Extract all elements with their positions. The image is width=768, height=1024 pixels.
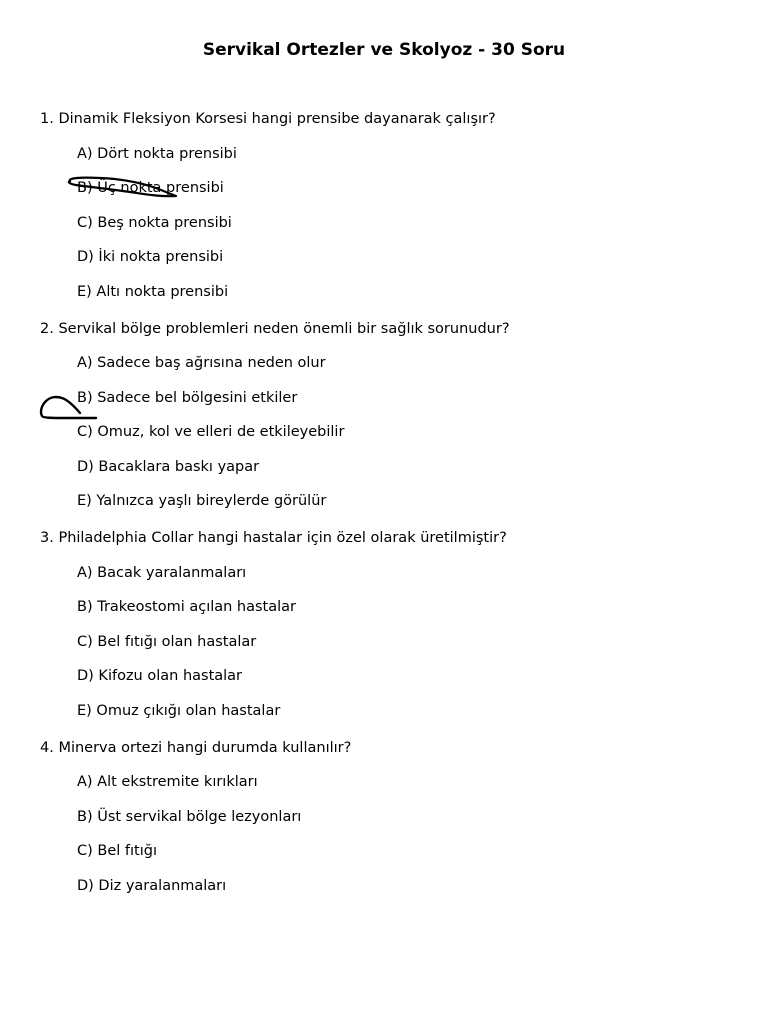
option-list: [40, 563, 740, 721]
option-c: C) Omuz, kol ve elleri de etkileyebilir: [77, 424, 345, 440]
option-b: B) Trakeostomi açılan hastalar: [77, 599, 297, 615]
option-b: B) Sadece bel bölgesini etkiler: [77, 389, 298, 406]
option-c: C) Beş nokta prensibi: [77, 214, 232, 231]
option-list: [40, 353, 740, 511]
option-d: D) Bacaklara baskı yapar: [77, 458, 260, 475]
option-a: A) Sadece baş ağrısına neden olur: [77, 355, 326, 371]
option-d: D) İki nokta prensibi: [77, 249, 224, 265]
option-e: E) Altı nokta prensibi: [77, 283, 229, 300]
question-text: 1. Dinamik Fleksiyon Korsesi hangi prensibe dayanarak çalışır?: [40, 111, 496, 127]
option-a: A) Alt ekstremite kırıkları: [77, 774, 258, 790]
option-list: [40, 772, 740, 896]
question-text: 4. Minerva ortezi hangi durumda kullanılır?: [40, 739, 352, 756]
option-c: C) Bel fıtığı: [77, 843, 157, 859]
option-b: B) Üst servikal bölge lezyonları: [77, 808, 302, 825]
question-text: 2. Servikal bölge problemleri neden önemli bir sağlık sorunudur?: [40, 320, 510, 337]
page-title: Servikal Ortezler ve Skolyoz - 30 Soru: [202, 40, 566, 60]
question-3: [40, 528, 740, 721]
option-a: A) Bacak yaralanmaları: [77, 564, 247, 581]
option-d: D) Kifozu olan hastalar: [77, 668, 243, 684]
question-1: [40, 109, 740, 302]
question-list: [40, 109, 740, 913]
option-b: B) Üç nokta prensibi: [77, 180, 224, 196]
option-a: A) Dört nokta prensibi: [77, 145, 237, 162]
option-list: [40, 144, 740, 302]
question-4: [40, 738, 740, 896]
option-c: C) Bel fıtığı olan hastalar: [77, 633, 257, 650]
option-e: E) Yalnızca yaşlı bireylerde görülür: [77, 493, 327, 509]
question-2: [40, 319, 740, 512]
question-text: 3. Philadelphia Collar hangi hastalar için özel olarak üretilmiştir?: [40, 530, 507, 546]
option-d: D) Diz yaralanmaları: [77, 877, 227, 894]
option-e: E) Omuz çıkığı olan hastalar: [77, 702, 281, 719]
